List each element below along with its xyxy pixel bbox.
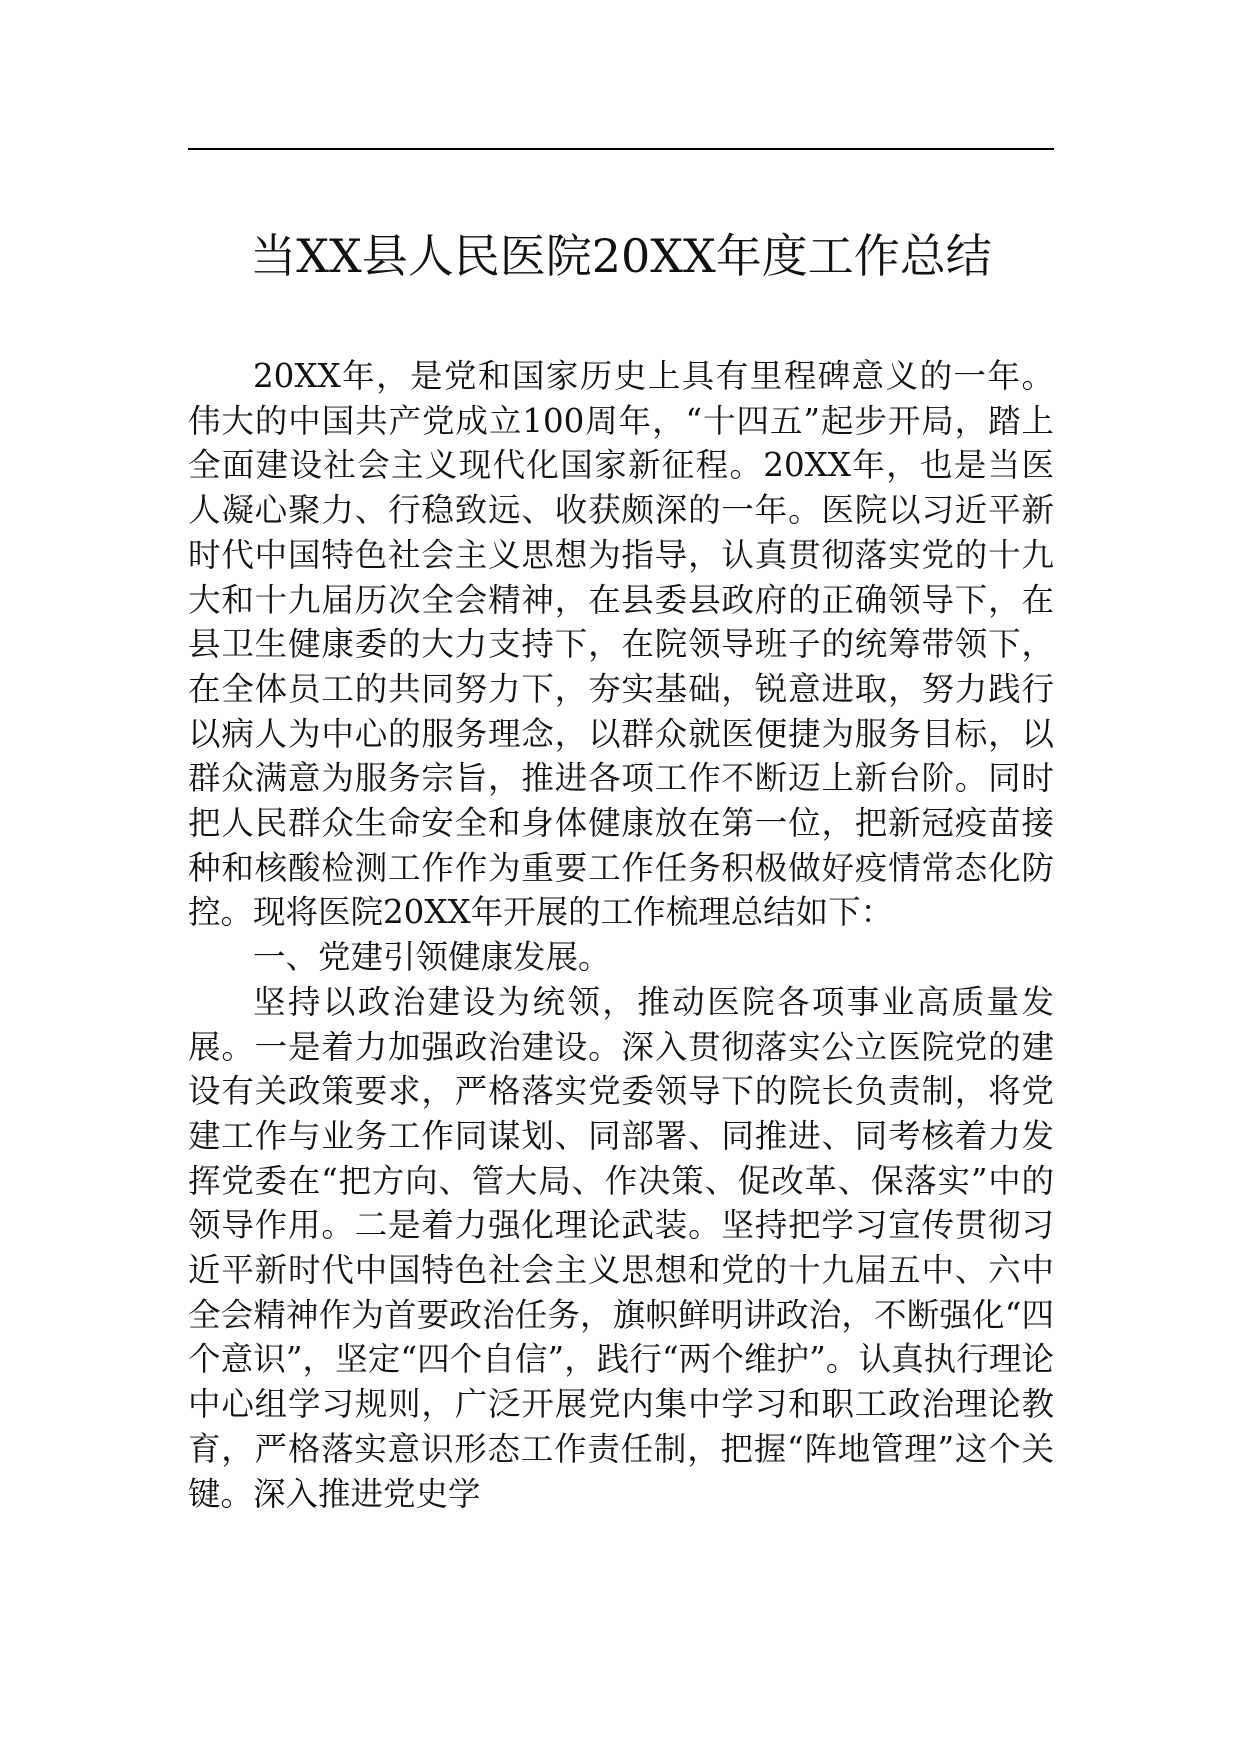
document-title: 当XX县人民医院20XX年度工作总结 bbox=[250, 229, 992, 283]
section-paragraph-party-building: 坚持以政治建设为统领，推动医院各项事业高质量发展。一是着力加强政治建设。深入贯彻落实公立医院党的建设有关政策要求，严格落实党委领导下的院长负责制，将党建工作与业务工作同谋划、同部署、同推进、同考核着力发挥党委在“把方向、管大局、作决策、促改革、保落实”中的领导作用。二是着力强化理论武装。坚持把学习宣传贯彻习近平新时代中国特色社会主义思想和党的十九届五中、六中全会精神作为首要政治任务，旗帜鲜明讲政治，不断强化“四个意识”，坚定“四个自信”，践行“两个维护”。认真执行理论中心组学习规则，广泛开展党内集中学习和职工政治理论教育，严格落实意识形态工作责任制，把握“阵地管理”这个关键。深入推进党史学 bbox=[188, 982, 1054, 1513]
intro-paragraph: 20XX年，是党和国家历史上具有里程碑意义的一年。伟大的中国共产党成立100周年，“十四五”起步开局，踏上全面建设社会主义现代化国家新征程。20XX年，也是当医人凝心聚力、行稳致远、收获颇深的一年。医院以习近平新时代中国特色社会主义思想为指导，认真贯彻落实党的十九大和十九届历次全会精神，在县委县政府的正确领导下，在县卫生健康委的大力支持下，在院领导班子的统筹带领下，在全体员工的共同努力下，夯实基础，锐意进取，努力践行以病人为中心的服务理念，以群众就医便捷为服务目标，以群众满意为服务宗旨，推进各项工作不断迈上新台阶。同时把人民群众生命安全和身体健康放在第一位，把新冠疫苗接种和核酸检测工作作为重要工作任务积极做好疫情常态化防控。现将医院20XX年开展的工作梳理总结如下： bbox=[188, 357, 1054, 932]
header-rule bbox=[188, 148, 1054, 150]
document-body bbox=[188, 354, 1054, 1516]
section-heading-party-building: 一、党建引领健康发展。 bbox=[253, 938, 611, 977]
